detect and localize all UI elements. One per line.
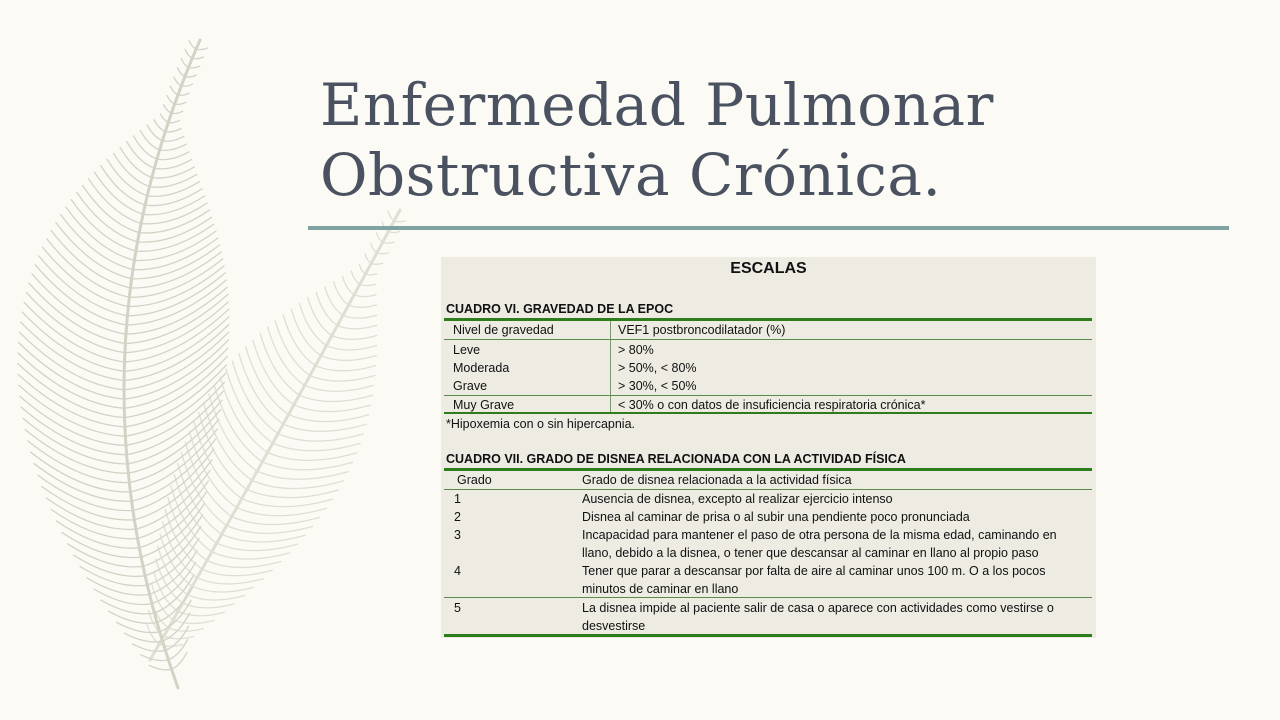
title-line-1: Enfermedad Pulmonar (320, 71, 994, 139)
cuadro-vii-title: CUADRO VII. GRADO DE DISNEA RELACIONADA CON LA ACTIVIDAD FÍSICA (446, 452, 906, 466)
cuadro-vi-column-divider (610, 321, 611, 412)
cuadro-vii-row-1-desc: Ausencia de disnea, excepto al realizar ejercicio intenso (582, 492, 893, 506)
slide-title (320, 70, 1220, 210)
cuadro-vii-header-disnea: Grado de disnea relacionada a la actividad física (582, 473, 852, 487)
cuadro-vi-row-2-vef1: > 50%, < 80% (618, 361, 697, 375)
cuadro-vi-row-1-nivel: Leve (453, 343, 481, 357)
cuadro-vii-bottom-rule (444, 634, 1092, 637)
cuadro-vi-row-3-nivel: Grave (453, 379, 488, 393)
cuadro-vii-row-4-grado: 4 (454, 564, 461, 578)
cuadro-vi-header-vef1: VEF1 postbroncodilatador (%) (618, 323, 786, 337)
cuadro-vii-row-4-desc: Tener que parar a descansar por falta de aire al caminar unos 100 m. O a los pocos minutos de caminar en llano (582, 564, 1046, 596)
cuadro-vii-row-5-grado: 5 (454, 601, 461, 615)
cuadro-vi-row-4-nivel: Muy Grave (453, 398, 515, 412)
cuadro-vii-row-2-grado: 2 (454, 510, 461, 524)
cuadro-vii-row-rule (444, 597, 1092, 598)
cuadro-vi-footnote: *Hipoxemia con o sin hipercapnia. (446, 417, 635, 431)
cuadro-vi-row-4-vef1: < 30% o con datos de insuficiencia respiratoria crónica* (618, 398, 926, 412)
title-divider (308, 226, 1229, 230)
cuadro-vi-row-3-vef1: > 30%, < 50% (618, 379, 697, 393)
cuadro-vii-row-2-desc: Disnea al caminar de prisa o al subir una pendiente poco pronunciada (582, 510, 970, 524)
cuadro-vi-header-nivel: Nivel de gravedad (453, 323, 554, 337)
cuadro-vi-bottom-rule (444, 412, 1092, 414)
cuadro-vi-header-rule (444, 339, 1092, 340)
cuadro-vi-row-2-nivel: Moderada (453, 361, 510, 375)
escalas-heading: ESCALAS (730, 260, 807, 277)
cuadro-vii-row-3-grado: 3 (454, 528, 461, 542)
cuadro-vi-title: CUADRO VI. GRAVEDAD DE LA EPOC (446, 302, 674, 316)
cuadro-vii-row-5-desc: La disnea impide al paciente salir de casa o aparece con actividades como vestirse o desvestirse (582, 601, 1054, 633)
cuadro-vii-row-1-grado: 1 (454, 492, 461, 506)
escalas-table-image (441, 257, 1096, 638)
cuadro-vii-header-grado: Grado (457, 473, 492, 487)
cuadro-vi-row-1-vef1: > 80% (618, 343, 654, 357)
title-line-2: Obstructiva Crónica. (320, 141, 942, 209)
cuadro-vii-row-3-desc: Incapacidad para mantener el paso de otra persona de la misma edad, caminando en llano, debido a la disnea, o tener que descansar al caminar en llano al propio paso (582, 528, 1057, 560)
